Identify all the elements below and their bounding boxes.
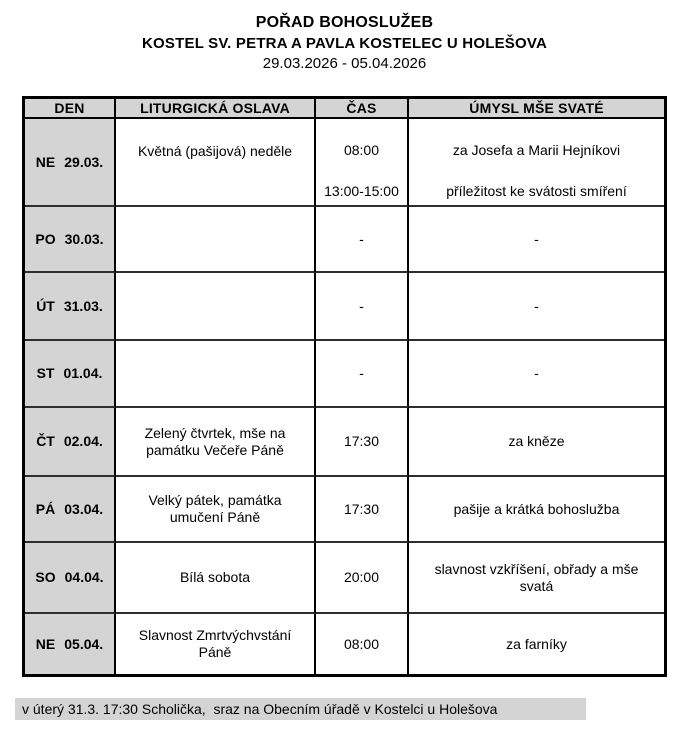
page-title: POŘAD BOHOSLUŽEB <box>255 14 434 31</box>
column-header-intention: ÚMYSL MŠE SVATÉ <box>409 99 664 119</box>
day-date: 03.04. <box>64 500 104 517</box>
liturgy-cell: Velký pátek, památka umučení Páně <box>116 477 316 543</box>
liturgy-cell: Bílá sobota <box>116 543 316 614</box>
day-date: 01.04. <box>63 365 103 381</box>
time-cell <box>316 119 409 207</box>
liturgy-cell <box>116 341 316 408</box>
intention-cell: - <box>409 207 664 273</box>
time-entry: 08:00 <box>343 142 380 158</box>
time-cell: - <box>316 207 409 273</box>
column-header-den: DEN <box>25 99 116 119</box>
footer-note: v úterý 31.3. 17:30 Scholička, sraz na Obecním úřadě v Kostelci u Holešova <box>15 698 586 720</box>
day-date: 05.04. <box>64 635 104 652</box>
day-abbr: PO <box>35 230 56 247</box>
liturgy-cell <box>116 207 316 273</box>
intention-cell: za farníky <box>506 635 567 652</box>
document-header <box>0 13 689 74</box>
day-abbr: ST <box>36 365 55 381</box>
day-cell <box>25 341 116 408</box>
intention-cell: pašije a krátká bohoslužba <box>409 477 664 543</box>
day-cell <box>25 477 116 543</box>
time-cell: 17:30 <box>316 408 409 477</box>
schedule-table <box>22 96 667 677</box>
time-entry: 13:00-15:00 <box>324 183 399 199</box>
liturgy-cell: Květná (pašijová) neděle <box>116 119 316 207</box>
intention-entry: příležitost ke svátosti smíření <box>446 183 627 199</box>
column-header-liturgy: LITURGICKÁ OSLAVA <box>116 99 316 119</box>
time-cell: - <box>316 341 409 408</box>
day-cell <box>25 614 116 674</box>
liturgy-cell <box>116 273 316 341</box>
day-date: 04.04. <box>64 569 104 585</box>
day-abbr: NE <box>35 153 56 170</box>
column-header-time: ČAS <box>316 99 409 119</box>
intention-cell: za kněze <box>409 408 664 477</box>
day-date: 29.03. <box>64 153 104 170</box>
date-range: 29.03.2026 - 05.04.2026 <box>262 55 427 72</box>
day-abbr: NE <box>35 635 56 652</box>
day-abbr: ČT <box>36 433 55 449</box>
day-date: 31.03. <box>63 297 103 314</box>
time-cell: 17:30 <box>316 477 409 543</box>
day-cell <box>25 543 116 614</box>
day-date: 30.03. <box>64 230 104 247</box>
time-cell: 08:00 <box>316 614 409 674</box>
time-cell: 20:00 <box>316 543 409 614</box>
liturgy-cell: Zelený čtvrtek, mše na památku Večeře Páně <box>116 408 316 477</box>
day-cell <box>25 408 116 477</box>
intention-cell: - <box>409 273 664 341</box>
time-cell: - <box>316 273 409 341</box>
liturgy-cell: Slavnost Zmrtvýchvstání Páně <box>116 614 316 674</box>
day-cell <box>25 273 116 341</box>
day-date: 02.04. <box>63 433 103 449</box>
day-cell <box>25 207 116 273</box>
intention-cell: - <box>409 341 664 408</box>
day-abbr: ÚT <box>36 297 55 314</box>
church-name: KOSTEL SV. PETRA A PAVLA KOSTELEC U HOLEŠOVA <box>142 35 547 52</box>
day-cell <box>25 119 116 207</box>
intention-entry: za Josefa a Marii Hejníkovi <box>452 142 621 158</box>
intention-cell: slavnost vzkříšení, obřady a mše svatá <box>409 543 664 614</box>
intention-cell <box>409 119 664 207</box>
day-abbr: PÁ <box>35 500 56 517</box>
day-abbr: SO <box>35 569 56 585</box>
